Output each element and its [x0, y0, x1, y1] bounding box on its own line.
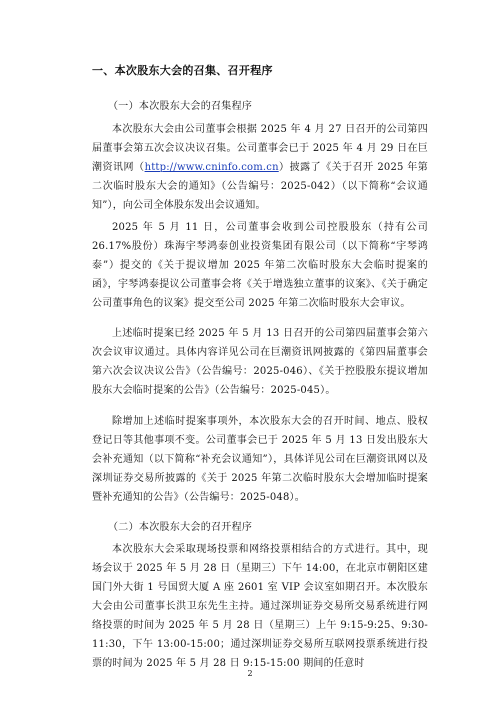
paragraph-text: ）披露了《关于召开 2025 年第二次临时股东大会的通知》（公告编号：2025-042）（以下简称“会议通知”），向公司全体股东发出会议通知。: [92, 162, 428, 211]
subsection-heading-holding: （二）本次股东大会的召开程序: [108, 522, 253, 533]
paragraph-temporary-proposal: 2025 年 5 月 11 日，公司董事会收到公司控股股东（持有公司 26.17%股份）珠海宇琴鸿泰创业投资集团有限公司（以下简称“宇琴鸿泰”）提交的《关于提议增加 2025 年第二次临时股东大会临时提案的函》，宇琴鸿泰提议公司董事会将《关于增选独立董事的议案》、《关于确定公司董事角色的议案》提交至公司 2025 年第二次临时股东大会审议。: [92, 222, 428, 309]
paragraph-meeting-holding: 本次股东大会采取现场投票和网络投票相结合的方式进行。其中，现场会议于 2025 年 5 月 28 日（星期三）下午 14:00，在北京市朝阳区建国门外大街 1 号国贸大厦 A 座 2601 室 VIP 会议室如期召开。本次股东大会由公司董事长洪卫东先生主持。通过深圳证券交易所交易系统进行网络投票的时间为 2025 年 5 月 28 日（星期三）上午 9:15-9:25、9:30-11:30，下午 13:00-15:00；通过深圳证券交易所互联网投票系统进行投票的时间为 2025 年 5 月 28 日 9:15-15:00 期间的任意时: [92, 544, 428, 669]
subsection-heading-convening: （一）本次股东大会的召集程序: [108, 101, 253, 112]
section-heading: 一、本次股东大会的召集、召开程序: [92, 64, 273, 77]
paragraph-convening: [92, 120, 428, 215]
paragraph-board-approval: 上述临时提案已经 2025 年 5 月 13 日召开的公司第四届董事会第六次会议审议通过。具体内容详见公司在巨潮资讯网披露的《第四届董事会第六次会议决议公告》（公告编号：2025-046）、《关于控股股东提议增加股东大会临时提案的公告》（公告编号：2025-045）。: [92, 328, 428, 396]
paragraph-supplementary-notice: 除增加上述临时提案事项外，本次股东大会的召开时间、地点、股权登记日等其他事项不变。公司董事会已于 2025 年 5 月 13 日发出股东大会补充通知（以下简称“补充会议通知”），具体详见公司在巨潮资讯网以及深圳证券交易所披露的《关于 2025 年第二次临时股东大会增加临时提案暨补充通知的公告》（公告编号：2025-048）。: [92, 416, 428, 503]
cninfo-link[interactable]: http://www.cninfo.com.cn: [144, 162, 279, 173]
paragraph-text: 本次股东大会由公司董事会根据 2025 年 4 月 27 日召开的公司第四届董事会第五次会议决议召集。公司董事会已于 2025 年 4 月 29 日在巨潮资讯网（: [92, 124, 428, 173]
page-number: 2: [247, 669, 253, 678]
